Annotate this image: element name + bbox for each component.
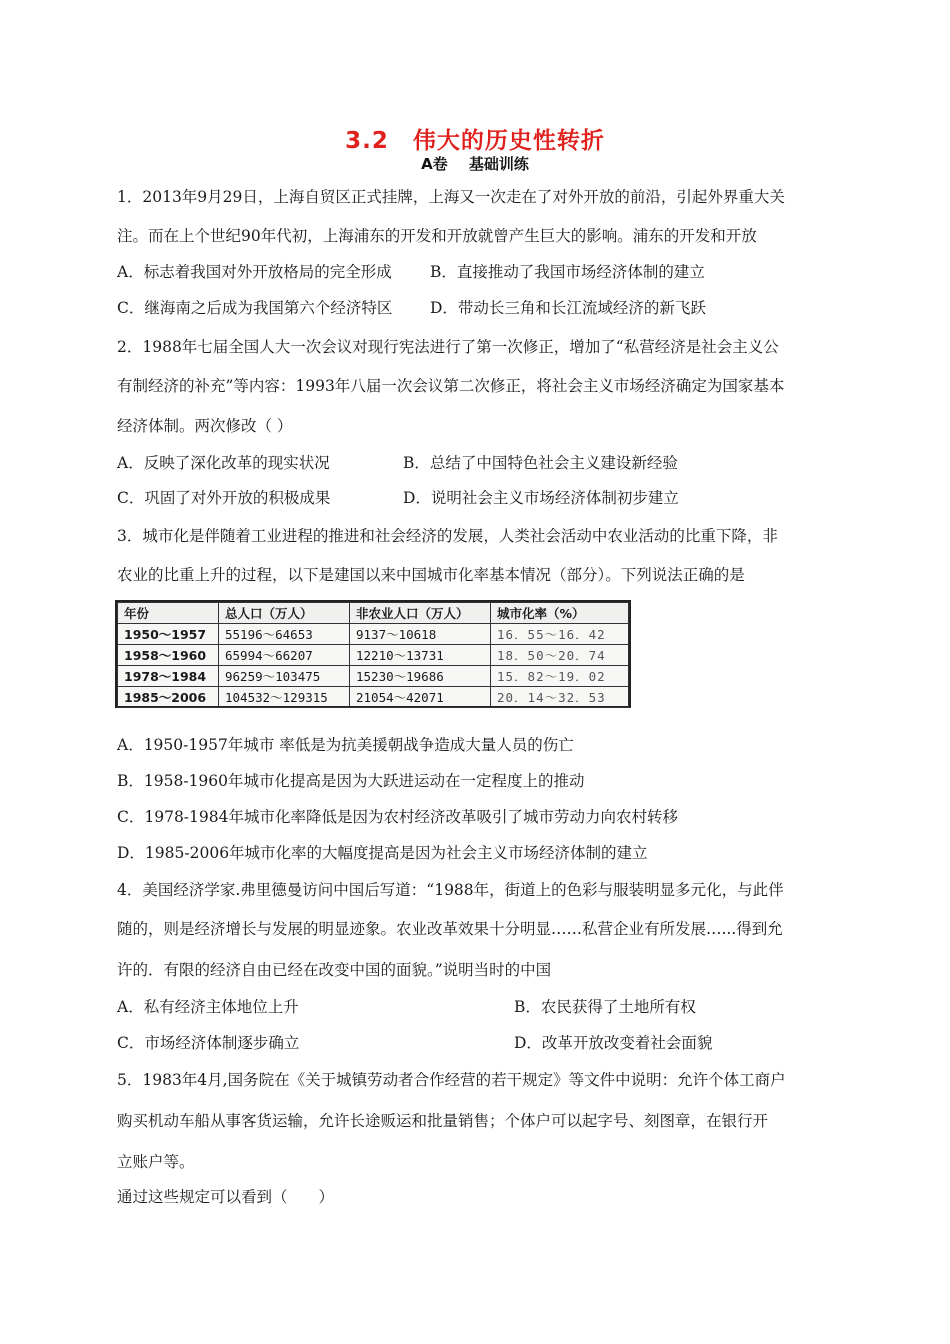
table-row bbox=[118, 645, 629, 666]
table-cell: 9137～10618 bbox=[350, 624, 491, 645]
q4-option-a[interactable]: A．私有经济主体地位上升 bbox=[117, 998, 299, 1016]
urbanization-table bbox=[115, 600, 631, 708]
section-label: 基础训练 bbox=[468, 155, 529, 173]
q4-stem-line1: 4．美国经济学家.弗里德曼访问中国后写道：“1988年，街道上的色彩与服装明显多元化，与此伴 bbox=[117, 881, 784, 899]
q3-stem-line2: 农业的比重上升的过程，以下是建国以来中国城市化率基本情况（部分）。下列说法正确的是 bbox=[117, 566, 745, 584]
q3-option-d[interactable]: D．1985-2006年城市化率的大幅度提高是因为社会主义市场经济体制的建立 bbox=[117, 844, 648, 862]
q1-stem-line2: 注。而在上个世纪90年代初，上海浦东的开发和开放就曾产生巨大的影响。浦东的开发和开放 bbox=[117, 227, 757, 245]
table-cell: 104532～129315 bbox=[219, 687, 350, 708]
table-header-year: 年份 bbox=[118, 603, 219, 624]
table-row bbox=[118, 687, 629, 708]
q4-option-c[interactable]: C．市场经济体制逐步确立 bbox=[117, 1034, 300, 1052]
q4-stem-line3: 许的．有限的经济自由已经在改变中国的面貌。”说明当时的中国 bbox=[117, 961, 552, 979]
table-cell: 65994～66207 bbox=[219, 645, 350, 666]
table-cell: 96259～103475 bbox=[219, 666, 350, 687]
q2-option-d[interactable]: D．说明社会主义市场经济体制初步建立 bbox=[403, 489, 679, 507]
q2-stem-line2: 有制经济的补充”等内容：1993年八届一次会议第二次修正，将社会主义市场经济确定为国家基本 bbox=[117, 377, 785, 395]
q3-option-a[interactable]: A．1950-1957年城市 率低是为抗美援朝战争造成大量人员的伤亡 bbox=[117, 736, 574, 754]
page-subtitle bbox=[0, 153, 950, 174]
q4-option-b[interactable]: B．农民获得了土地所有权 bbox=[514, 998, 696, 1016]
table-cell: 21054～42071 bbox=[350, 687, 491, 708]
q3-option-c[interactable]: C．1978-1984年城市化率降低是因为农村经济改革吸引了城市劳动力向农村转移 bbox=[117, 808, 678, 826]
table-header-urbanization-rate: 城市化率（%） bbox=[491, 603, 629, 624]
q2-option-c[interactable]: C．巩固了对外开放的积极成果 bbox=[117, 489, 331, 507]
q1-stem-line1: 1．2013年9月29日，上海自贸区正式挂牌，上海又一次走在了对外开放的前沿，引起外界重大关 bbox=[117, 188, 785, 206]
q3-option-b[interactable]: B．1958-1960年城市化提高是因为大跃进运动在一定程度上的推动 bbox=[117, 772, 585, 790]
page-title: 3.2 伟大的历史性转折 bbox=[345, 128, 605, 154]
q2-option-a[interactable]: A．反映了深化改革的现实状况 bbox=[117, 454, 330, 472]
q5-stem-line4: 通过这些规定可以看到（ ） bbox=[117, 1188, 335, 1206]
q3-stem-line1: 3．城市化是伴随着工业进程的推进和社会经济的发展，人类社会活动中农业活动的比重下降，非 bbox=[117, 527, 778, 545]
q2-stem-line3: 经济体制。两次修改（ ） bbox=[117, 417, 293, 435]
table-cell: 1985～2006 bbox=[118, 687, 219, 708]
table-cell: 16．55～16．42 bbox=[491, 624, 629, 645]
table-cell: 18．50～20．74 bbox=[491, 645, 629, 666]
q5-stem-line2: 购买机动车船从事客货运输，允许长途贩运和批量销售；个体户可以起字号、刻图章，在银行开 bbox=[117, 1112, 769, 1130]
table-row bbox=[118, 666, 629, 687]
table-row bbox=[118, 624, 629, 645]
volume-label: A卷 bbox=[421, 155, 448, 173]
q1-option-d[interactable]: D．带动长三角和长江流域经济的新飞跃 bbox=[430, 299, 706, 317]
q1-option-a[interactable]: A．标志着我国对外开放格局的完全形成 bbox=[117, 263, 392, 281]
table-cell: 1958～1960 bbox=[118, 645, 219, 666]
table-cell: 15．82～19．02 bbox=[491, 666, 629, 687]
q1-option-b[interactable]: B．直接推动了我国市场经济体制的建立 bbox=[430, 263, 705, 281]
q5-stem-line3: 立账户等。 bbox=[117, 1153, 195, 1171]
q5-stem-line1: 5．1983年4月,国务院在《关于城镇劳动者合作经营的若干规定》等文件中说明：允许个体工商户 bbox=[117, 1071, 786, 1089]
table-header-nonagri-population: 非农业人口（万人） bbox=[350, 603, 491, 624]
table-cell: 1978～1984 bbox=[118, 666, 219, 687]
table-cell: 15230～19686 bbox=[350, 666, 491, 687]
q4-option-d[interactable]: D．改革开放改变着社会面貌 bbox=[514, 1034, 713, 1052]
q2-option-b[interactable]: B．总结了中国特色社会主义建设新经验 bbox=[403, 454, 678, 472]
table-cell: 1950～1957 bbox=[118, 624, 219, 645]
table-header-total-population: 总人口（万人） bbox=[219, 603, 350, 624]
table-cell: 55196～64653 bbox=[219, 624, 350, 645]
q1-option-c[interactable]: C．继海南之后成为我国第六个经济特区 bbox=[117, 299, 393, 317]
table-cell: 20．14～32．53 bbox=[491, 687, 629, 708]
q2-stem-line1: 2．1988年七届全国人大一次会议对现行宪法进行了第一次修正，增加了“私营经济是社会主义公 bbox=[117, 338, 779, 356]
q4-stem-line2: 随的，则是经济增长与发展的明显迹象。农业改革效果十分明显……私营企业有所发展…...得到允 bbox=[117, 920, 783, 938]
table-header-row bbox=[118, 603, 629, 624]
table-cell: 12210～13731 bbox=[350, 645, 491, 666]
